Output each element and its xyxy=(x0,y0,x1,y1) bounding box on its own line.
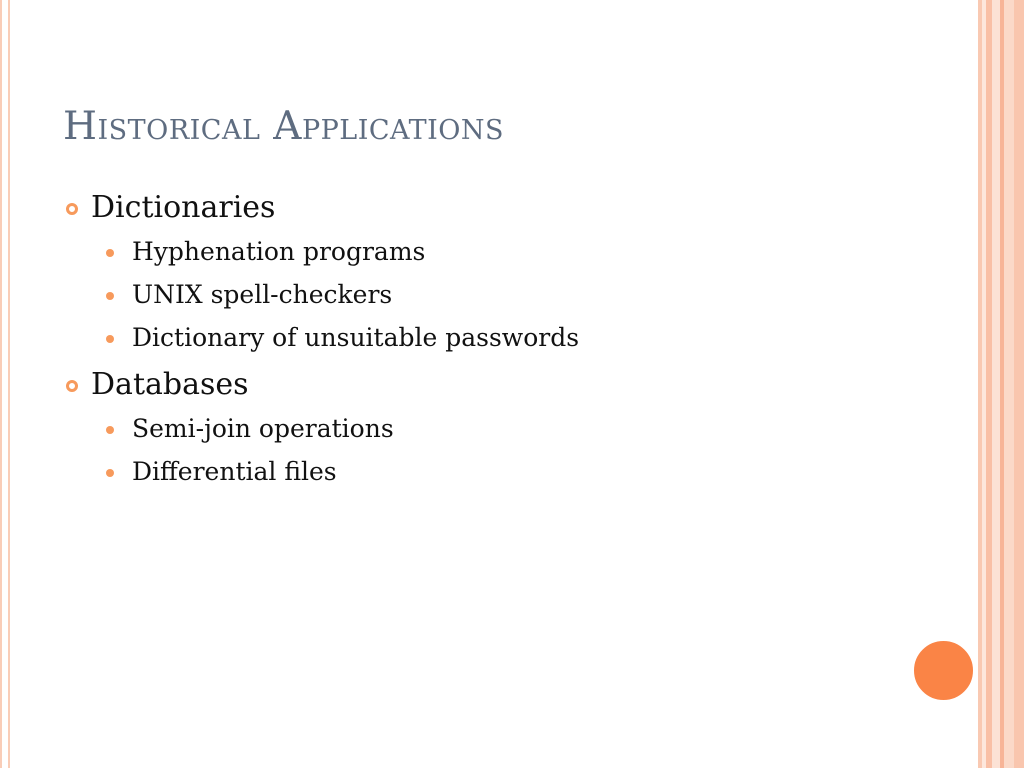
item-label: Differential files xyxy=(132,457,337,486)
orange-circle-decoration xyxy=(912,639,975,702)
dot-bullet-icon xyxy=(106,469,114,477)
section-label: Databases xyxy=(91,367,249,402)
item-label: Dictionary of unsuitable passwords xyxy=(132,323,580,352)
item-label: Semi-join operations xyxy=(132,414,394,443)
dot-bullet-icon xyxy=(106,335,114,343)
item-label: UNIX spell-checkers xyxy=(132,280,393,309)
ring-bullet-icon xyxy=(66,380,78,392)
right-edge-band xyxy=(1014,0,1024,768)
dot-bullet-icon xyxy=(106,249,114,257)
dot-bullet-icon xyxy=(106,292,114,300)
list-item-databases xyxy=(66,363,946,407)
ring-bullet-icon xyxy=(66,203,78,215)
slide-title: Historical Applications xyxy=(63,104,505,149)
section-label: Dictionaries xyxy=(91,190,276,225)
item-label: Hyphenation programs xyxy=(132,237,426,266)
right-edge-band xyxy=(992,0,1000,768)
list-item xyxy=(66,273,946,316)
list-item xyxy=(66,230,946,273)
right-edge-band xyxy=(1004,0,1014,768)
dot-bullet-icon xyxy=(106,426,114,434)
list-item xyxy=(66,450,946,493)
list-item xyxy=(66,407,946,450)
left-edge-stripe xyxy=(0,0,10,768)
bullet-list xyxy=(66,186,946,493)
list-item-dictionaries xyxy=(66,186,946,230)
list-item xyxy=(66,316,946,359)
